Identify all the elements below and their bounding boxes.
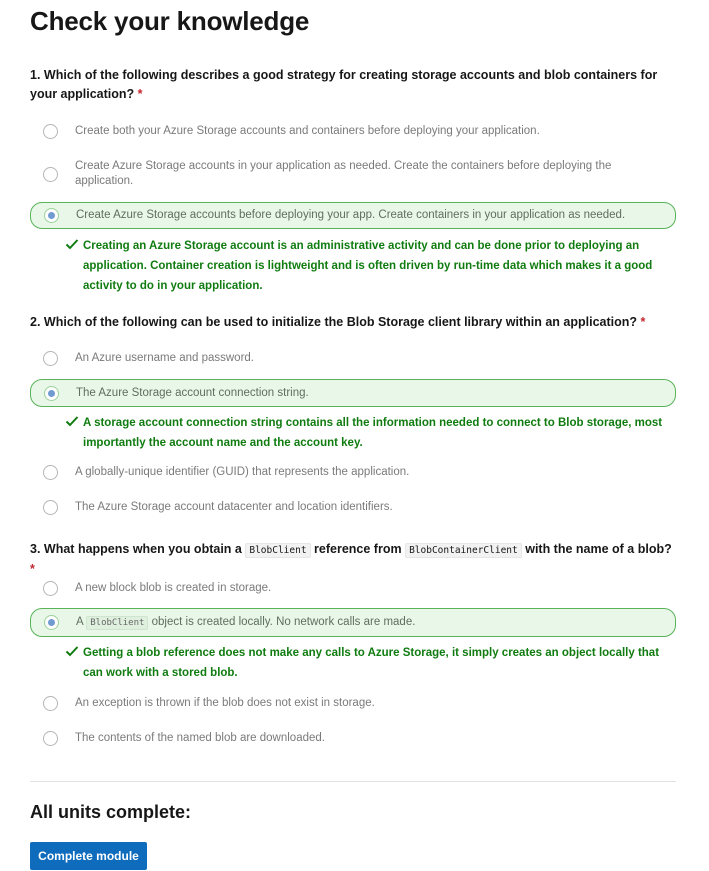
q3-option-3[interactable] bbox=[30, 688, 676, 718]
code-blobclient: BlobClient bbox=[245, 543, 310, 558]
question-2 bbox=[30, 313, 676, 332]
q1-feedback bbox=[65, 236, 665, 296]
question-text: Which of the following describes a good strategy for creating storage accounts and blob containers for your application? bbox=[30, 68, 658, 101]
radio-button-selected[interactable] bbox=[44, 615, 59, 630]
q3-feedback bbox=[65, 643, 665, 683]
question-text-part: What happens when you obtain a bbox=[43, 542, 242, 556]
radio-button[interactable] bbox=[43, 696, 58, 711]
question-number: 1. bbox=[30, 68, 41, 82]
option-label: An exception is thrown if the blob does not exist in storage. bbox=[75, 696, 375, 709]
radio-button[interactable] bbox=[43, 465, 58, 480]
q1-option-2[interactable] bbox=[30, 156, 676, 192]
q3-option-2[interactable] bbox=[30, 608, 676, 637]
option-label: A new block blob is created in storage. bbox=[75, 581, 272, 594]
option-label: A globally-unique identifier (GUID) that represents the application. bbox=[75, 465, 410, 478]
q1-option-1[interactable] bbox=[30, 116, 676, 146]
question-number: 3. bbox=[30, 542, 41, 556]
feedback-text: A storage account connection string contains all the information needed to connect to Blob storage, most importantly the account name and the account key. bbox=[83, 417, 663, 449]
complete-module-button[interactable]: Complete module bbox=[30, 842, 147, 870]
q2-option-1[interactable] bbox=[30, 343, 676, 373]
question-text-part: with the name of a blob? bbox=[525, 542, 672, 556]
question-1 bbox=[30, 66, 676, 104]
q1-option-3[interactable] bbox=[30, 202, 676, 229]
required-marker: * bbox=[30, 562, 35, 576]
radio-button[interactable] bbox=[43, 167, 58, 182]
option-label: An Azure username and password. bbox=[75, 351, 254, 364]
q2-option-2[interactable] bbox=[30, 379, 676, 407]
units-complete-heading: All units complete: bbox=[30, 802, 192, 822]
page-title: Check your knowledge bbox=[30, 6, 310, 36]
q2-feedback bbox=[65, 413, 665, 453]
required-marker: * bbox=[640, 315, 646, 329]
radio-button-selected[interactable] bbox=[44, 386, 59, 401]
q2-option-4[interactable] bbox=[30, 492, 676, 522]
section-divider bbox=[30, 781, 676, 782]
question-text: Which of the following can be used to initialize the Blob Storage client library within an application? bbox=[43, 315, 638, 329]
code-blobclient: BlobClient bbox=[86, 616, 148, 630]
q3-option-1[interactable] bbox=[30, 573, 676, 603]
option-label: Create Azure Storage accounts before deploying your app. Create containers in your application as needed. bbox=[76, 209, 626, 221]
checkmark-icon bbox=[65, 414, 79, 428]
feedback-text: Creating an Azure Storage account is an administrative activity and can be done prior to deploying an application. Container creation is lightweight and is often driven by run-time data which makes it a good activity to do in your application. bbox=[83, 240, 653, 292]
radio-button[interactable] bbox=[43, 124, 58, 139]
q3-option-4[interactable] bbox=[30, 723, 676, 753]
option-label-part: A bbox=[76, 615, 84, 628]
radio-button[interactable] bbox=[43, 500, 58, 515]
option-label: Create Azure Storage accounts in your application as needed. Create the containers before deploying the application. bbox=[75, 160, 612, 187]
question-text-part: reference from bbox=[314, 542, 402, 556]
radio-button[interactable] bbox=[43, 731, 58, 746]
checkmark-icon bbox=[65, 237, 79, 251]
option-label: The contents of the named blob are downloaded. bbox=[75, 731, 325, 744]
radio-button-selected[interactable] bbox=[44, 208, 59, 223]
option-label: The Azure Storage account datacenter and location identifiers. bbox=[75, 500, 393, 513]
radio-button[interactable] bbox=[43, 581, 58, 596]
option-label bbox=[76, 615, 645, 631]
feedback-text: Getting a blob reference does not make any calls to Azure Storage, it simply creates an object locally that can work with a stored blob. bbox=[83, 647, 660, 679]
checkmark-icon bbox=[65, 644, 79, 658]
q2-option-3[interactable] bbox=[30, 457, 676, 487]
code-blobcontainerclient: BlobContainerClient bbox=[405, 543, 522, 558]
option-label: The Azure Storage account connection string. bbox=[76, 386, 309, 399]
radio-button[interactable] bbox=[43, 351, 58, 366]
required-marker: * bbox=[137, 87, 143, 101]
question-number: 2. bbox=[30, 315, 41, 329]
option-label: Create both your Azure Storage accounts and containers before deploying your application. bbox=[75, 124, 540, 137]
option-label-part: object is created locally. No network calls are made. bbox=[151, 615, 416, 628]
